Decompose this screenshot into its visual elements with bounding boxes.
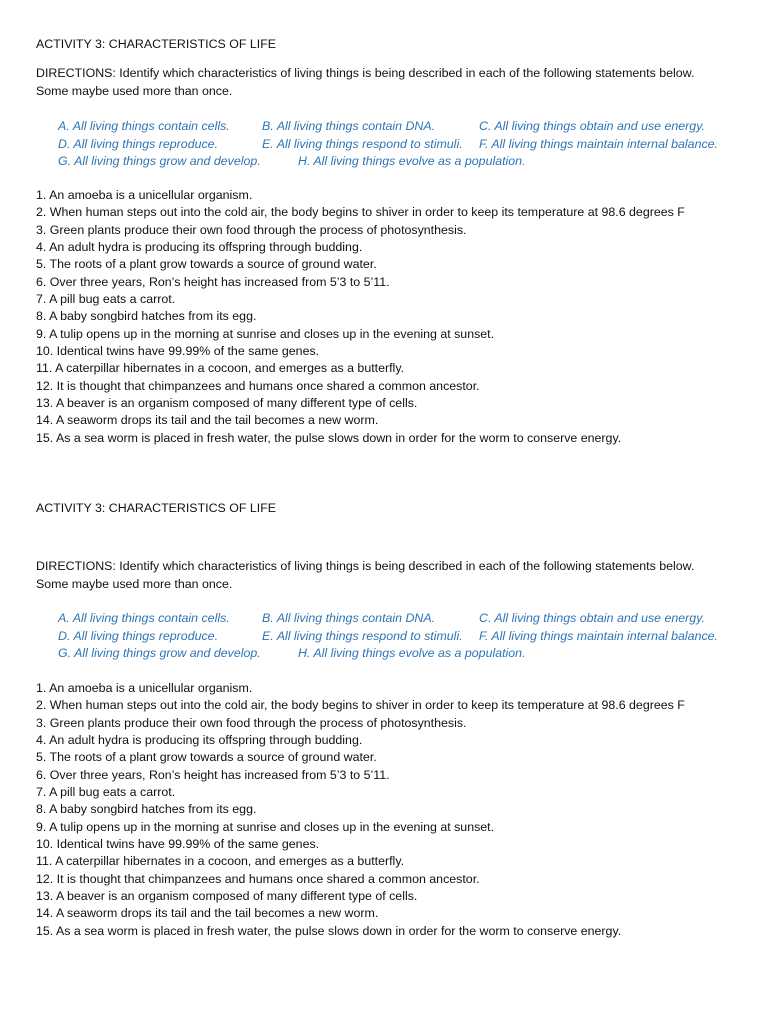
statement-item: 4. An adult hydra is producing its offspring through budding.	[36, 240, 363, 255]
directions	[36, 65, 694, 100]
statement-item: 14. A seaworm drops its tail and the tail becomes a new worm.	[36, 906, 379, 921]
statement-item: 8. A baby songbird hatches from its egg.	[36, 309, 257, 324]
statement-item: 9. A tulip opens up in the morning at sunrise and closes up in the evening at sunset.	[36, 326, 495, 341]
choice-list	[58, 118, 758, 171]
choice-row	[58, 610, 758, 628]
directions-line: Some maybe used more than once.	[36, 576, 233, 591]
directions-line: Some maybe used more than once.	[36, 83, 233, 98]
choice-h: H. All living things evolve as a population.	[298, 646, 526, 660]
statement-item: 1. An amoeba is a unicellular organism.	[36, 188, 253, 202]
choice-f: F. All living things maintain internal balance.	[479, 628, 718, 643]
statement-item: 13. A beaver is an organism composed of many different type of cells.	[36, 889, 418, 904]
statement-item: 13. A beaver is an organism composed of many different type of cells.	[36, 396, 418, 411]
statement-item: 10. Identical twins have 99.99% of the same genes.	[36, 837, 320, 852]
choice-row	[58, 153, 758, 171]
statement-item: 8. A baby songbird hatches from its egg.	[36, 802, 257, 817]
statement-item: 6. Over three years, Ron’s height has increased from 5’3 to 5’11.	[36, 274, 390, 289]
activity-title: ACTIVITY 3: CHARACTERISTICS OF LIFE	[36, 37, 277, 51]
statement-item: 10. Identical twins have 99.99% of the same genes.	[36, 344, 320, 359]
choice-list	[58, 610, 758, 663]
statement-item: 3. Green plants produce their own food through the process of photosynthesis.	[36, 222, 467, 237]
directions-line: DIRECTIONS: Identify which characteristics of living things is being described in each of the following statements below.	[36, 66, 695, 80]
statement-item: 5. The roots of a plant grow towards a source of ground water.	[36, 257, 377, 272]
statement-item: 14. A seaworm drops its tail and the tail becomes a new worm.	[36, 413, 379, 428]
choice-c: C. All living things obtain and use energy.	[479, 119, 705, 133]
choice-f: F. All living things maintain internal balance.	[479, 136, 718, 151]
statement-item: 2. When human steps out into the cold air, the body begins to shiver in order to keep its temperature at 98.6 degrees F	[36, 205, 685, 220]
statement-item: 11. A caterpillar hibernates in a cocoon, and emerges as a butterfly.	[36, 854, 405, 869]
choice-row	[58, 136, 758, 154]
choice-d: D. All living things reproduce.	[58, 628, 219, 643]
statement-item: 6. Over three years, Ron’s height has increased from 5’3 to 5’11.	[36, 767, 390, 782]
choice-g: G. All living things grow and develop.	[58, 154, 261, 168]
statement-item: 12. It is thought that chimpanzees and humans once shared a common ancestor.	[36, 378, 480, 393]
choice-a: A. All living things contain cells.	[58, 611, 230, 625]
statement-item: 7. A pill bug eats a carrot.	[36, 785, 176, 800]
choice-b: B. All living things contain DNA.	[262, 119, 436, 133]
statement-list	[36, 187, 756, 447]
activity-title: ACTIVITY 3: CHARACTERISTICS OF LIFE	[36, 501, 277, 515]
statement-item: 15. As a sea worm is placed in fresh water, the pulse slows down in order for the worm to conserve energy.	[36, 923, 622, 938]
choice-c: C. All living things obtain and use energy.	[479, 611, 705, 625]
choice-row	[58, 645, 758, 663]
choice-row	[58, 628, 758, 646]
statement-item: 15. As a sea worm is placed in fresh water, the pulse slows down in order for the worm to conserve energy.	[36, 430, 622, 445]
choice-e: E. All living things respond to stimuli.	[262, 136, 463, 151]
directions	[36, 558, 694, 593]
statement-item: 12. It is thought that chimpanzees and humans once shared a common ancestor.	[36, 871, 480, 886]
choice-d: D. All living things reproduce.	[58, 136, 219, 151]
statement-item: 4. An adult hydra is producing its offspring through budding.	[36, 733, 363, 748]
statement-list	[36, 680, 756, 940]
statement-item: 11. A caterpillar hibernates in a cocoon, and emerges as a butterfly.	[36, 361, 405, 376]
choice-h: H. All living things evolve as a population.	[298, 154, 526, 168]
statement-item: 3. Green plants produce their own food through the process of photosynthesis.	[36, 715, 467, 730]
choice-e: E. All living things respond to stimuli.	[262, 628, 463, 643]
statement-item: 2. When human steps out into the cold air, the body begins to shiver in order to keep its temperature at 98.6 degrees F	[36, 698, 685, 713]
statement-item: 5. The roots of a plant grow towards a source of ground water.	[36, 750, 377, 765]
statement-item: 7. A pill bug eats a carrot.	[36, 292, 176, 307]
statement-item: 9. A tulip opens up in the morning at sunrise and closes up in the evening at sunset.	[36, 819, 495, 834]
choice-g: G. All living things grow and develop.	[58, 646, 261, 660]
choice-row	[58, 118, 758, 136]
choice-b: B. All living things contain DNA.	[262, 611, 436, 625]
statement-item: 1. An amoeba is a unicellular organism.	[36, 681, 253, 695]
directions-line: DIRECTIONS: Identify which characteristics of living things is being described in each of the following statements below.	[36, 559, 695, 573]
choice-a: A. All living things contain cells.	[58, 119, 230, 133]
